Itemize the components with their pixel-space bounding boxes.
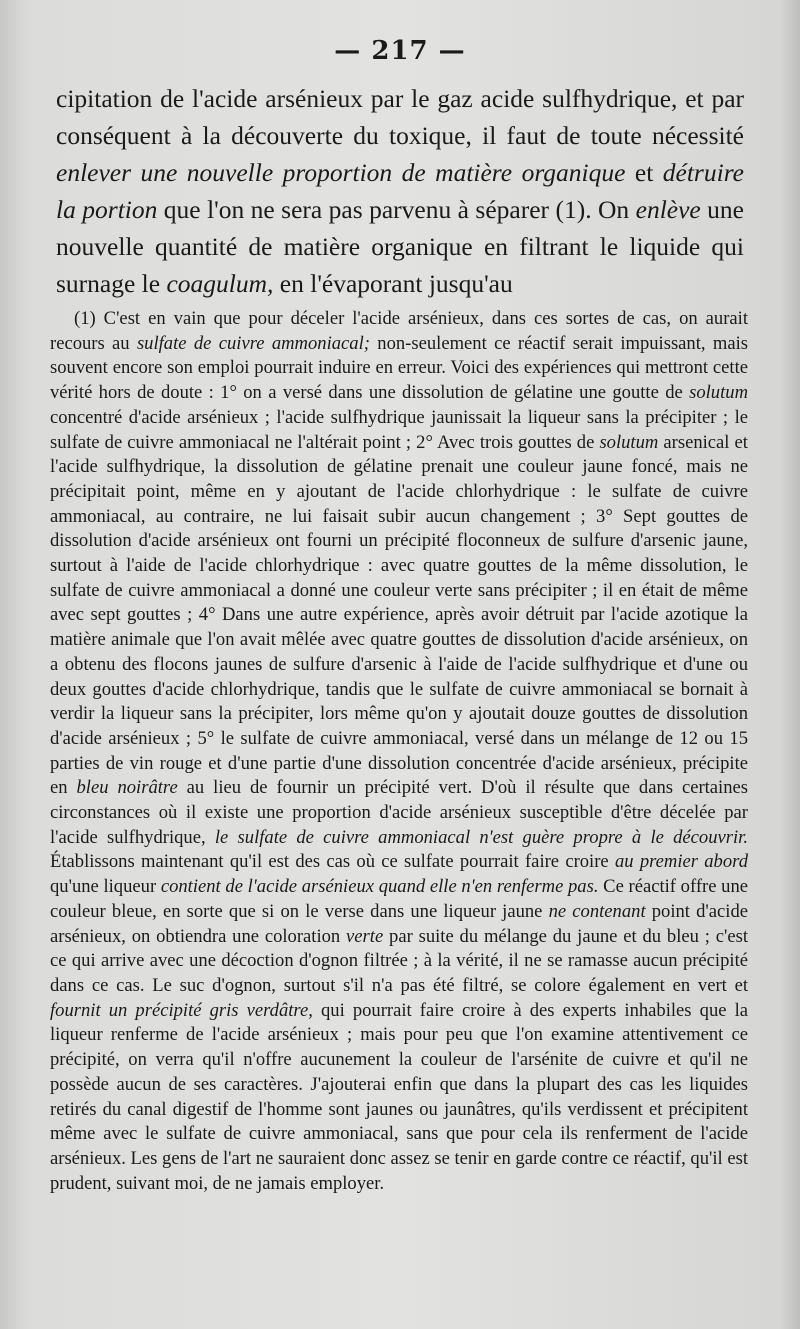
footnote-text-run: (1) C'est en vain que pour déceler l'acide arsénieux, dans ces sortes de cas, on aurait recours au [50,308,748,354]
footnote-paragraph [50,307,748,1196]
main-italic-run: coagulum, [166,269,274,298]
footnote-italic-run: solutum [599,431,659,453]
footnote-block [50,307,748,1196]
main-paragraph [56,80,744,302]
footnote-italic-run: sulfate de cuivre ammoniacal; [136,332,370,354]
footnote-text-run: au lieu de fournir un précipité vert. D'où il résulte que dans certaines circonstances où il existe une proportion d'acide arsénieux susceptible d'être décelée par l'acide sulfhydrique, [50,777,749,848]
footnote-text-run: qui pourrait faire croire à des experts inhabiles que la liqueur renferme de l'acide arsénieux ; mais pour peu que l'on examine attentivement ce précipité, on verra qu'il n'offre aucunement la couleur de l'arsénite de cuivre et qu'il ne possède aucun de ses caractères. J'ajouterai enfin que dans la plupart des cas les liquides retirés du canal digestif de l'homme sont jaunes ou jaunâtres, qu'ils verdissent et précipitent même avec le sulfate de cuivre ammoniacal, sans que pour cela ils renferment de l'acide arsénieux. Les gens de l'art ne sauraient donc assez se tenir en garde contre ce réactif, qu'il est prudent, suivant moi, de ne jamais employer. [50,999,749,1194]
main-text-run: et [625,158,663,187]
main-text-run: une nouvelle quantité de matière organique en filtrant le liquide qui surnage le [56,195,744,298]
footnote-italic-run: au premier abord [614,851,748,873]
footnote-text-run: Ce réactif offre une couleur bleue, en sorte que si on le verse dans une liqueur jaune [50,876,748,922]
page-number: — 217 — [334,36,466,66]
main-italic-run: enlever une nouvelle proportion de matière organique [56,158,626,187]
main-italic-run: enlève [635,195,701,224]
footnote-italic-run: bleu noirâtre [76,777,178,799]
main-italic-run: détruire la portion [56,158,744,224]
footnote-text-run: point d'acide arsénieux, on obtiendra une coloration [50,900,748,947]
footnote-text-run: arsenical et l'acide sulfhydrique, la dissolution de gélatine prenait une couleur jaune foncé, mais ne précipitait point, même en y ajoutant de l'acide chlorhydrique : le sulfate de cuivre ammoniacal, au contraire, ne lui faisait subir aucun changement ; 3° Sept gouttes de dissolution d'acide arsénieux ont fourni un précipité floconneux de sulfure d'arsenic jaune, surtout à l'aide de l'acide chlorhydrique : avec quatre gouttes de la même dissolution, le sulfate de cuivre ammoniacal a donné une couleur verte sans précipiter ; il en était de même avec sept gouttes ; 4° Dans une autre expérience, après avoir détruit par l'acide azotique la matière animale que l'on avait mêlée avec quatre gouttes de dissolution d'acide arsénieux, on a obtenu des flocons jaunes de sulfure d'arsenic à l'aide de l'acide sulfhydrique et d'une ou deux gouttes d'acide chlorhydrique, tandis que le sulfate de cuivre ammoniacal se bornait à verdir la liqueur sans la précipiter, lors même qu'on y ajoutait douze gouttes de dissolution d'acide arsénieux ; 5° le sulfate de cuivre ammoniacal, versé dans un mélange de 12 ou 15 parties de vin rouge et d'une partie d'une dissolution concentrée d'acide arsénieux, précipite en [50,431,748,799]
footnote-italic-run: verte [346,925,384,947]
footnote-italic-run: le sulfate de cuivre ammoniacal n'est guère propre à le découvrir. [214,826,748,848]
footnote-text-run: non-seulement ce réactif serait impuissant, mais souvent encore son emploi pourrait induire en erreur. Voici des expériences qui mettront cette vérité hors de doute : 1° on a versé dans une dissolution de gélatine une goutte de [50,332,748,404]
main-text-run: en l'évaporant jusqu'au [273,269,513,298]
footnote-italic-run: fournit un précipité gris verdâtre, [50,999,313,1021]
footnote-text-run: Établissons maintenant qu'il est des cas où ce sulfate pourrait faire croire [50,851,615,873]
footnote-italic-run: solutum [689,382,748,404]
footnote-italic-run: ne contenant [548,900,646,922]
main-text-block [56,80,744,302]
footnote-text-run: qu'une liqueur [50,876,161,898]
main-text-run: que l'on ne sera pas parvenu à séparer (1). On [157,195,636,224]
footnote-text-run: par suite du mélange du jaune et du bleu ; c'est ce qui arrive avec une décoction d'ognon filtrée ; à la vérité, il ne se ramasse aucun précipité dans ce cas. Le suc d'ognon, surtout s'il n'a pas été filtré, se colore également en vert et [50,925,748,996]
footnote-italic-run: contient de l'acide arsénieux quand elle n'en renferme pas. [160,876,599,898]
main-text-run: cipitation de l'acide arsénieux par le gaz acide sulfhydrique, et par conséquent à la découverte du toxique, il faut de toute nécessité [56,84,744,150]
footnote-text-run: concentré d'acide arsénieux ; l'acide sulfhydrique jaunissait la liqueur sans la précipiter ; le sulfate de cuivre ammoniacal ne l'altérait point ; 2° Avec trois gouttes de [50,406,748,453]
